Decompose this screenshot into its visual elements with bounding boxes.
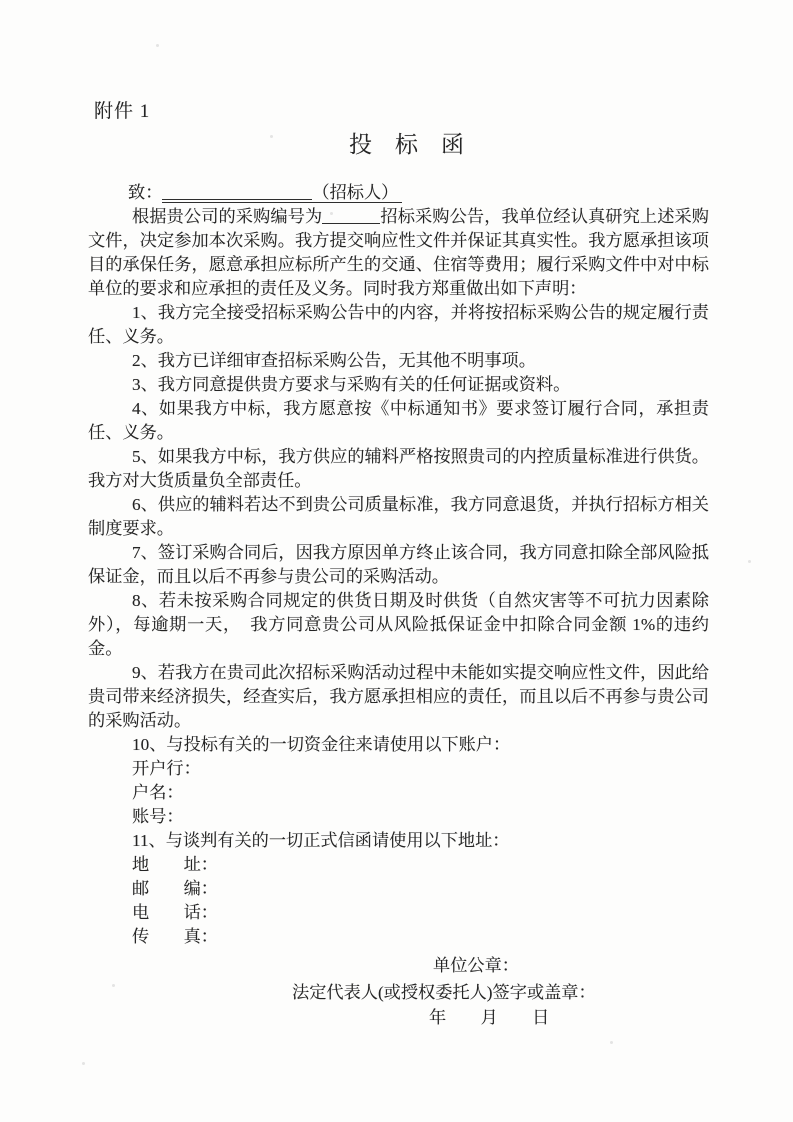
intro-paragraph: [88, 205, 709, 301]
clause-5: 5、如果我方中标，我方供应的辅料严格按照贵司的内控质量标准进行供货。我方对大货质量负全部责任。: [88, 447, 709, 490]
scan-speck: [270, 135, 273, 138]
date-line: 年 月 日: [429, 1008, 550, 1027]
clause-3: 3、我方同意提供贵方要求与采购有关的任何证据或资料。: [132, 375, 571, 394]
scan-speck: [700, 262, 703, 265]
recipient-hint-label: （招标人）: [312, 183, 399, 202]
clause-8: 8、若未按采购合同规定的供货日期及时供货（自然灾害等不可抗力因素除外），每逾期一天， 我方同意贵公司从风险抵保证金中扣除合同金额 1%的违约金。: [88, 591, 709, 658]
intro-text-after-blank: 招标采购公告，我单位经认真研究上述采购文件，决定参加本次采购。我方提交响应性文件并保证其真实性。我方愿承担该项目的承保任务，愿意承担应标所产生的交通、住宿等费用；履行采购文件中对中标单位的要求和应承担的责任及义务。同时我方郑重做出如下声明：: [88, 207, 709, 298]
clause-4: 4、如果我方中标，我方愿意按《中标通知书》要求签订履行合同，承担责任、义务。: [88, 399, 709, 442]
salutation-to-label: 致：: [128, 183, 163, 202]
clause-7: 7、签订采购合同后，因我方原因单方终止该合同，我方同意扣除全部风险抵保证金，而且以后不再参与贵公司的采购活动。: [88, 543, 709, 586]
recipient-underline: [162, 183, 402, 203]
salutation-line: [88, 181, 709, 205]
scan-speck: [82, 1062, 85, 1065]
address-field-label: 地 址：: [132, 855, 218, 874]
document-body: [88, 181, 709, 949]
attachment-label: 附件 1: [94, 101, 151, 122]
recipient-blank-field: [162, 183, 312, 200]
scan-speck: [610, 1041, 613, 1044]
company-seal-label: 单位公章：: [433, 956, 519, 975]
procurement-number-blank-field: [322, 207, 380, 224]
clause-1: 1、我方完全接受招标采购公告中的内容，并将按招标采购公告的规定履行责任、义务。: [88, 303, 709, 346]
legal-representative-signature-label: 法定代表人(或授权委托人)签字或盖章：: [292, 983, 596, 1002]
intro-text-before-blank: 根据贵公司的采购编号为: [132, 207, 323, 226]
clause-2: 2、我方已详细审查招标采购公告，无其他不明事项。: [132, 351, 536, 370]
bank-field-label: 开户行：: [132, 759, 201, 778]
scan-speck: [156, 44, 159, 47]
account-name-field-label: 户名：: [132, 783, 184, 802]
clause-6: 6、供应的辅料若达不到贵公司质量标准，我方同意退货，并执行招标方相关制度要求。: [88, 495, 709, 538]
scan-speck: [112, 984, 115, 987]
postcode-field-label: 邮 编：: [132, 879, 218, 898]
fax-field-label: 传 真：: [132, 927, 218, 946]
phone-field-label: 电 话：: [132, 903, 218, 922]
scan-speck: [330, 212, 333, 215]
clause-10: 10、与投标有关的一切资金往来请使用以下账户：: [132, 735, 511, 754]
scan-speck: [748, 560, 751, 563]
account-number-field-label: 账号：: [132, 807, 184, 826]
page-title: 投 标 函: [349, 132, 464, 157]
clause-9: 9、若我方在贵司此次招标采购活动过程中未能如实提交响应性文件，因此给贵司带来经济损失，经查实后，我方愿承担相应的责任，而且以后不再参与贵公司的采购活动。: [88, 663, 709, 730]
clause-11: 11、与谈判有关的一切正式信函请使用以下地址：: [132, 831, 510, 850]
